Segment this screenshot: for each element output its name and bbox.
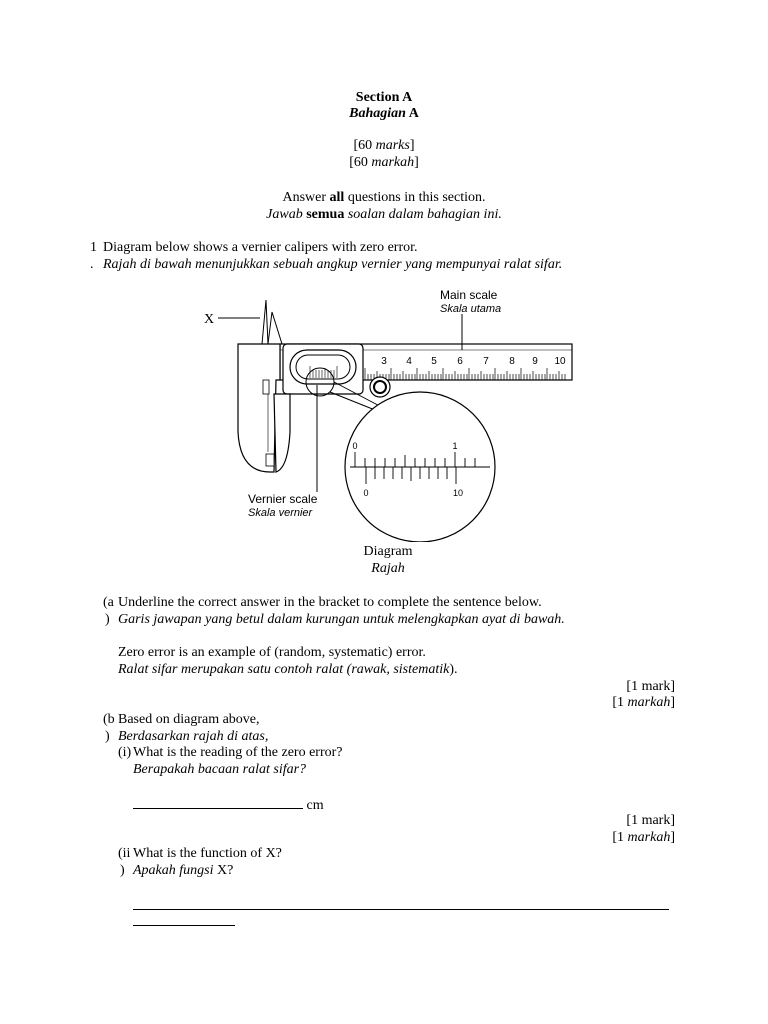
main-scale-label: Main scale (440, 288, 498, 302)
part-b-i-label: (i) (118, 745, 132, 760)
part-a-mark: [1 mark] (626, 679, 675, 694)
zoom-main-label: 1 (452, 441, 458, 451)
part-b-i-question-malay: Berapakah bacaan ralat sifar? (133, 762, 307, 777)
part-b-i-question: What is the reading of the zero error? (133, 745, 343, 760)
main-tick-label: 8 (509, 356, 515, 367)
part-a-sentence-malay: Ralat sifar merupakan satu contoh ralat (rawak, sistematik). (118, 662, 458, 677)
part-a-mark-malay: [1 markah] (612, 695, 675, 710)
main-tick-label: 5 (431, 356, 437, 367)
diagram-caption: Diagram (363, 544, 413, 559)
lower-jaw-fixed (238, 344, 280, 472)
part-b-ii-question: What is the function of X? (133, 846, 282, 861)
instruction-malay: Jawab semua soalan dalam bahagian ini. (266, 207, 502, 222)
part-b-ii-label: (ii (118, 846, 131, 861)
part-b-ii-answer-line-1[interactable] (133, 896, 669, 910)
part-b-ii-question-malay: Apakah fungsi X? (133, 863, 234, 878)
unit-label: cm (306, 798, 324, 813)
part-a-instruction: Underline the correct answer in the bracket to complete the sentence below. (118, 595, 542, 610)
zoom-vernier-label: 0 (363, 488, 369, 498)
vernier-scale-label-malay: Skala vernier (248, 507, 313, 519)
lower-jaw-sliding (274, 394, 290, 472)
main-tick-label: 4 (406, 356, 412, 367)
upper-jaw (262, 300, 268, 344)
question-text-malay: Rajah di bawah menunjukkan sebuah angkup vernier yang mempunyai ralat sifar. (103, 257, 563, 272)
part-b-ii-answer-line-2[interactable] (133, 912, 235, 926)
part-a-label: (a (103, 595, 114, 610)
part-b-intro: Based on diagram above, (118, 712, 260, 727)
instruction: Answer all questions in this section. (282, 190, 486, 205)
label-x: X (204, 312, 215, 327)
vernier-scale-label: Vernier scale (248, 492, 318, 506)
main-tick-label: 7 (483, 356, 489, 367)
question-number-dot: . (90, 257, 94, 272)
part-a-label-close: ) (105, 612, 110, 627)
part-b-i-answer-line[interactable] (133, 795, 324, 814)
part-a-sentence: Zero error is an example of (random, systematic) error. (118, 645, 426, 660)
part-b-intro-malay: Berdasarkan rajah di atas, (118, 729, 269, 744)
part-b-label-close: ) (105, 729, 110, 744)
main-tick-label: 10 (554, 356, 566, 367)
vernier-calipers-diagram (190, 282, 590, 542)
total-marks: [60 marks] (353, 138, 415, 153)
main-tick-label: 9 (532, 356, 538, 367)
part-a-instruction-malay: Garis jawapan yang betul dalam kurungan untuk melengkapkan ayat di bawah. (118, 612, 565, 627)
main-scale-label-malay: Skala utama (440, 303, 502, 315)
part-b-i-mark: [1 mark] (626, 813, 675, 828)
main-tick-label: 3 (381, 356, 387, 367)
main-tick-label: 6 (457, 356, 463, 367)
part-b-label: (b (103, 712, 115, 727)
part-b-ii-label-close: ) (120, 863, 125, 878)
total-marks-malay: [60 markah] (349, 155, 419, 170)
zoom-main-label: 0 (352, 441, 358, 451)
section-title-malay: Bahagian A (349, 106, 419, 121)
diagram-caption-malay: Rajah (371, 561, 405, 576)
part-b-i-mark-malay: [1 markah] (612, 830, 675, 845)
question-text: Diagram below shows a vernier calipers with zero error. (103, 240, 418, 255)
zoom-vernier-label: 10 (452, 488, 464, 498)
section-title: Section A (355, 90, 413, 105)
question-number: 1 (90, 240, 97, 255)
